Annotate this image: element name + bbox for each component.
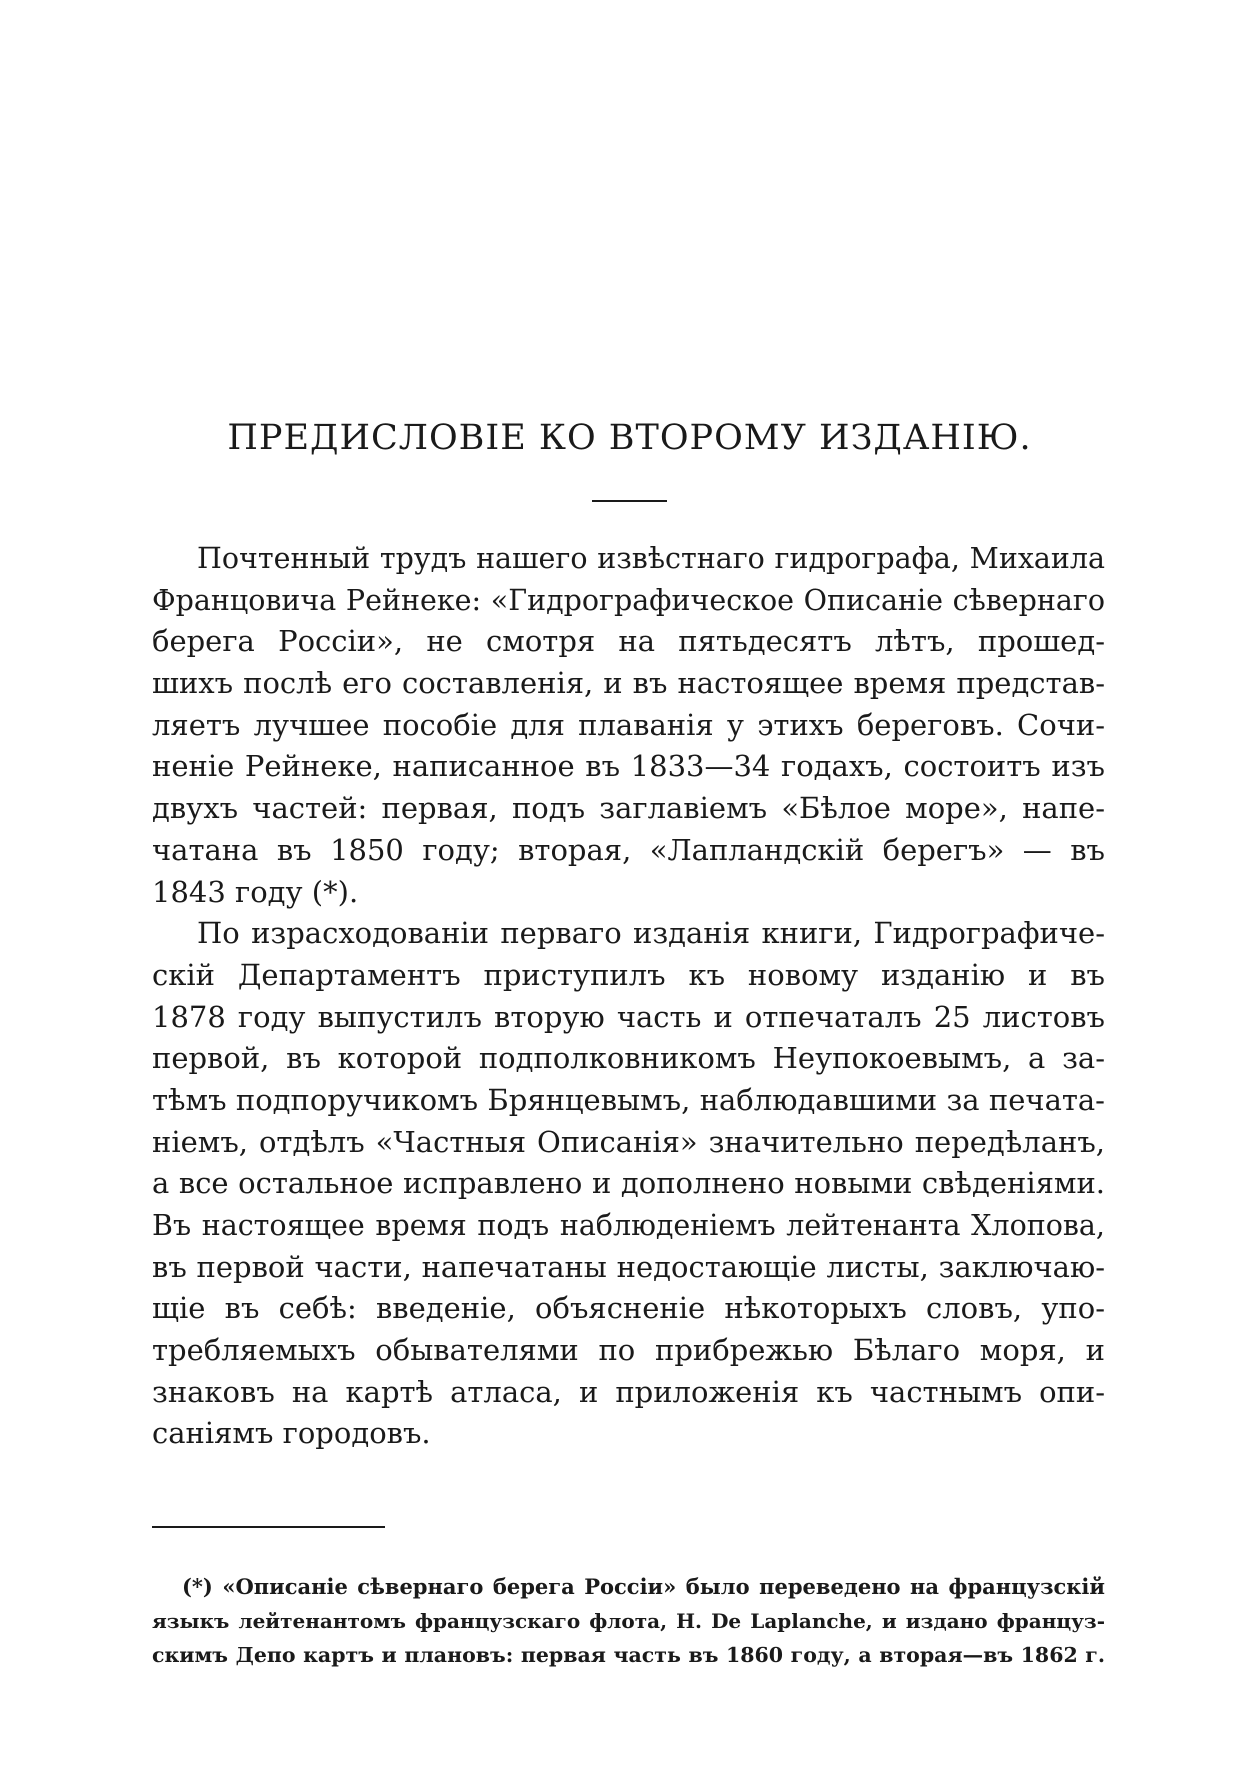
title-divider <box>592 500 667 502</box>
text-line: знаковъ на картѣ атласа, и приложенiя къ частнымъ опи- <box>152 1374 1105 1409</box>
footnote-line: (*) «Описанiе сѣвернаго берега Россiи» было переведено на французскiй <box>182 1574 1105 1599</box>
text-line: въ первой части, напечатаны недостающiе листы, заключаю- <box>152 1249 1105 1284</box>
text-line: Почтенный трудъ нашего извѣстнаго гидрографа, Михаила <box>197 542 1105 575</box>
footnote-divider <box>152 1526 385 1528</box>
text-line: первой, въ которой подполковникомъ Неупокоевымъ, а за- <box>152 1041 1105 1076</box>
text-line: щiе въ себѣ: введенiе, объясненiе нѣкоторыхъ словъ, упо- <box>152 1291 1105 1326</box>
text-line: тѣмъ подпоручикомъ Брянцевымъ, наблюдавшими за печата- <box>152 1082 1105 1117</box>
text-line: двухъ частей: первая, подъ заглавiемъ «Бѣлое море», напе- <box>152 791 1105 826</box>
text-line: чатана въ 1850 году; вторая, «Лапландскiй берегъ» — въ <box>152 832 1105 867</box>
page-title: ПРЕДИСЛОВIЕ КО ВТОРОМУ ИЗДАНIЮ. <box>227 418 1032 458</box>
body-text <box>152 538 1105 1455</box>
footnote <box>152 1570 1105 1672</box>
footnote-line: скимъ Депо картъ и плановъ: первая часть въ 1860 году, а вторая—въ 1862 г. <box>152 1643 1105 1667</box>
text-line: а все остальное исправлено и дополнено новыми свѣденiями. <box>152 1166 1105 1201</box>
text-line: ненiе Рейнеке, написанное въ 1833—34 годахъ, состоитъ изъ <box>152 749 1105 784</box>
text-line: требляемыхъ обывателями по прибрежью Бѣлаго моря, и <box>152 1333 1105 1368</box>
text-line: По израсходованiи перваго изданiя книги, Гидрографиче- <box>197 916 1105 951</box>
text-line: Въ настоящее время подъ наблюденiемъ лейтенанта Хлопова, <box>152 1209 1105 1242</box>
text-line: берега Россiи», не смотря на пятьдесятъ лѣтъ, прошед- <box>152 624 1105 659</box>
text-line: нiемъ, отдѣлъ «Частныя Описанiя» значительно передѣланъ, <box>152 1124 1105 1159</box>
text-line: ляетъ лучшее пособiе для плаванiя у этихъ береговъ. Сочи- <box>152 707 1105 742</box>
text-line: 1878 году выпустилъ вторую часть и отпечаталъ 25 листовъ <box>152 999 1105 1034</box>
text-line: Францовича Рейнеке: «Гидрографическое Описанiе сѣвернаго <box>152 583 1105 617</box>
text-line: санiямъ городовъ. <box>152 1416 431 1451</box>
text-line: скiй Департаментъ приступилъ къ новому изданiю и въ <box>152 957 1105 992</box>
text-line: 1843 году (*). <box>152 874 359 909</box>
footnote-line: языкъ лейтенантомъ французскаго флота, H. De Laplanche, и издано француз- <box>152 1609 1105 1633</box>
text-line: шихъ послѣ его составленiя, и въ настоящее время представ- <box>152 666 1105 701</box>
